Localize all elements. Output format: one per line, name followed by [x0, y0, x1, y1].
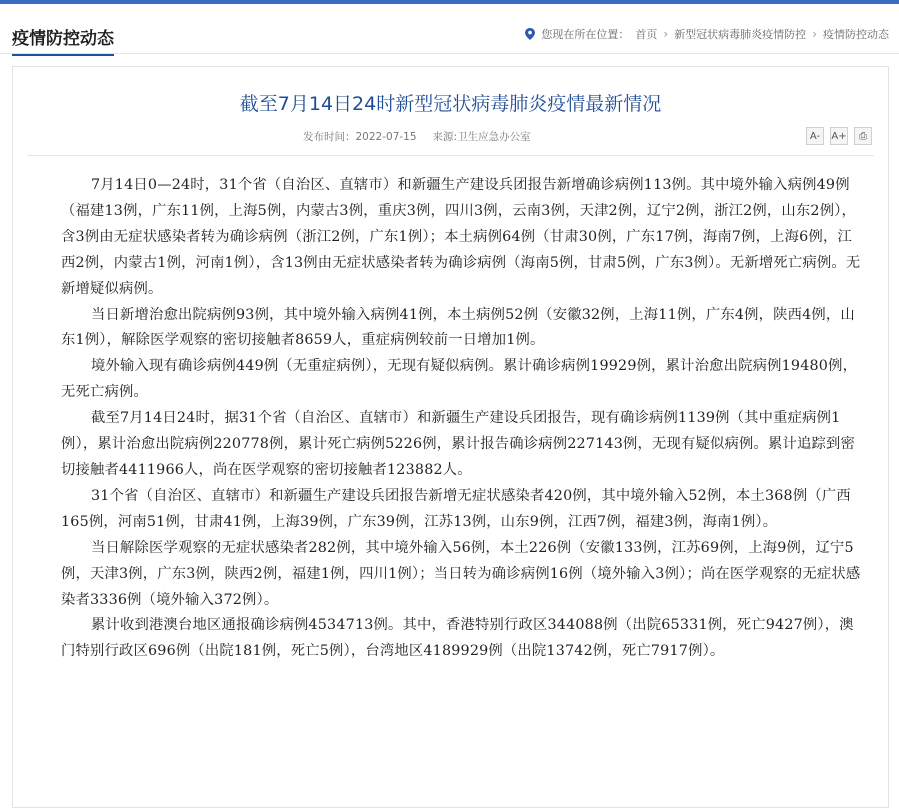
article-paragraph: 累计收到港澳台地区通报确诊病例4534713例。其中，香港特别行政区344088例（出院65331例，死亡9427例），澳门特别行政区696例（出院181例，死亡5例），台湾地区4189929例（出院13742例，死亡7917例）。: [61, 617, 854, 660]
source-label: 来源:: [432, 131, 458, 143]
font-larger-button[interactable]: A+: [830, 127, 848, 145]
breadcrumb-category-link[interactable]: 新型冠状病毒肺炎疫情防控: [674, 28, 807, 41]
article-panel: [12, 66, 889, 808]
print-button[interactable]: ⎙: [854, 127, 872, 145]
article-tools: [806, 127, 872, 145]
article-paragraph: 31个省（自治区、直辖市）和新疆生产建设兵团报告新增无症状感染者420例，其中境外输入52例，本土368例（广西165例，河南51例，甘肃41例，上海39例，广东39例，江苏13例，山东9例，江西7例，福建3例，海南1例）。: [61, 487, 851, 530]
breadcrumb-current: 疫情防控动态: [823, 28, 889, 41]
source-name: 卫生应急办公室: [457, 131, 531, 143]
source-field: [433, 129, 531, 144]
header-divider: [0, 53, 899, 54]
article-paragraph: 7月14日0—24时，31个省（自治区、直辖市）和新疆生产建设兵团报告新增确诊病例113例。其中境外输入病例49例（福建13例，广东11例，上海5例，内蒙古3例，重庆3例，四川3例，云南3例，天津2例，辽宁2例，浙江2例，山东2例），含3例由无症状感染者转为确诊病例（浙江2例，广东1例）；本土病例64例（甘肃30例，广东17例，海南7例，上海6例，江西2例，内蒙古1例，河南1例），含13例由无症状感染者转为确诊病例（海南5例，甘肃5例，广东3例）。无新增死亡病例。无新增疑似病例。: [61, 177, 861, 297]
font-smaller-button[interactable]: A-: [806, 127, 824, 145]
page-header: [0, 4, 899, 52]
chevron-right-icon: ›: [663, 27, 669, 41]
article-paragraph: 境外输入现有确诊病例449例（无重症病例），无现有疑似病例。累计确诊病例19929例，累计治愈出院病例19480例，无死亡病例。: [61, 358, 858, 401]
article-title: 截至7月14日24时新型冠状病毒肺炎疫情最新情况: [239, 93, 662, 115]
article-body: [61, 173, 861, 665]
location-pin-icon: [525, 28, 535, 40]
article-paragraph: 当日解除医学观察的无症状感染者282例，其中境外输入56例，本土226例（安徽133例，江苏69例，上海9例，辽宁5例，天津3例，广东3例，陕西2例，福建1例，四川1例）；当日转为确诊病例16例（境外输入3例）；尚在医学观察的无症状感染者3336例（境外输入372例）。: [61, 539, 861, 608]
publish-date-field: [303, 129, 417, 144]
chevron-right-icon: ›: [812, 27, 817, 41]
meta-divider: [27, 155, 874, 156]
publish-date: 2022-07-15: [355, 131, 417, 143]
section-title: 疫情防控动态: [12, 24, 114, 56]
breadcrumb-prefix: 您现在所在位置：: [541, 28, 630, 41]
article-meta: [303, 129, 531, 144]
publish-label: 发布时间：: [303, 131, 356, 143]
article-paragraph: 截至7月14日24时，据31个省（自治区、直辖市）和新疆生产建设兵团报告，现有确诊病例1139例（其中重症病例1例），累计治愈出院病例220778例，累计死亡病例5226例，累计报告确诊病例227143例，无现有疑似病例。累计追踪到密切接触者4411966人，尚在医学观察的密切接触者123882人。: [61, 410, 855, 478]
breadcrumb-home-link[interactable]: 首页: [635, 28, 658, 41]
article-paragraph: 当日新增治愈出院病例93例，其中境外输入病例41例，本土病例52例（安徽32例，上海11例，广东4例，陕西4例，山东1例），解除医学观察的密切接触者8659人，重症病例较前一日增加1例。: [61, 306, 855, 349]
breadcrumb: [525, 26, 889, 42]
